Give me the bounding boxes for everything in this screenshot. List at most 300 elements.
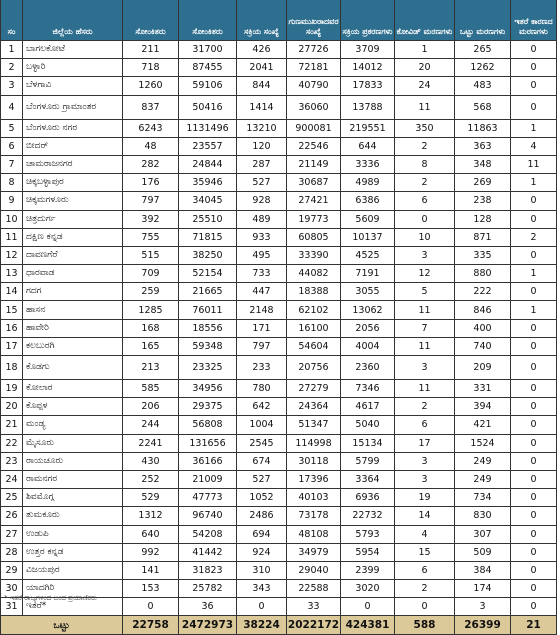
cell-c4: 114998	[287, 434, 341, 452]
cell-c1: 755	[123, 228, 179, 246]
cell-c3: 233	[237, 356, 287, 380]
table-row	[1, 319, 557, 337]
table-row	[1, 119, 557, 137]
table-row	[1, 41, 557, 59]
cell-c2: 71815	[179, 228, 237, 246]
district-name: ಬಳ್ಳಾರಿ	[23, 59, 123, 77]
row-serial: 26	[1, 507, 23, 525]
row-serial: 17	[1, 337, 23, 355]
cell-c3: 674	[237, 452, 287, 470]
district-name: ಶಿವಮೊಗ್ಗ	[23, 489, 123, 507]
header-cell-5: ಗುಣಮುಖರಾದವರ ಸಂಖ್ಯೆ	[287, 0, 341, 41]
district-name: ಚಿತ್ರದುರ್ಗ	[23, 210, 123, 228]
cell-c6: 6	[395, 416, 455, 434]
row-serial: 21	[1, 416, 23, 434]
table-row	[1, 543, 557, 561]
cell-c6: 17	[395, 434, 455, 452]
cell-c7: 3	[455, 598, 511, 616]
cell-c2: 25510	[179, 210, 237, 228]
cell-c4: 21149	[287, 155, 341, 173]
cell-c3: 343	[237, 580, 287, 598]
cell-c8: 0	[511, 41, 557, 59]
cell-c7: 174	[455, 580, 511, 598]
cell-c1: 259	[123, 283, 179, 301]
cell-c6: 2	[395, 137, 455, 155]
table-row	[1, 416, 557, 434]
cell-c1: 1285	[123, 301, 179, 319]
row-serial: 22	[1, 434, 23, 452]
cell-c5: 3020	[341, 580, 395, 598]
district-name: ದಕ್ಷಿಣ ಕನ್ನಡ	[23, 228, 123, 246]
district-name: ಕೋಲಾರ	[23, 380, 123, 398]
district-name: ಬೆಳಗಾವಿ	[23, 77, 123, 95]
cell-c8: 1	[511, 301, 557, 319]
row-serial: 31	[1, 598, 23, 616]
cell-c6: 6	[395, 561, 455, 579]
cell-c7: 209	[455, 356, 511, 380]
table-row	[1, 507, 557, 525]
cell-c4: 22588	[287, 580, 341, 598]
cell-c1: 709	[123, 265, 179, 283]
cell-c7: 871	[455, 228, 511, 246]
cell-c4: 27421	[287, 192, 341, 210]
cell-c2: 21009	[179, 470, 237, 488]
cell-c2: 87455	[179, 59, 237, 77]
cell-c1: 797	[123, 192, 179, 210]
cell-c7: 400	[455, 319, 511, 337]
district-name: ಬೆಂಗಳೂರು ನಗರ	[23, 119, 123, 137]
cell-c4: 22546	[287, 137, 341, 155]
cell-c8: 0	[511, 452, 557, 470]
row-serial: 24	[1, 470, 23, 488]
row-serial: 2	[1, 59, 23, 77]
cell-c1: 176	[123, 174, 179, 192]
row-serial: 10	[1, 210, 23, 228]
cell-c1: 252	[123, 470, 179, 488]
cell-c4: 16100	[287, 319, 341, 337]
cell-c5: 5609	[341, 210, 395, 228]
table-row	[1, 398, 557, 416]
table-body	[1, 41, 557, 616]
cell-c4: 24364	[287, 398, 341, 416]
cell-c1: 206	[123, 398, 179, 416]
row-serial: 27	[1, 525, 23, 543]
district-name: ರಾಮನಗರ	[23, 470, 123, 488]
cell-c6: 7	[395, 319, 455, 337]
cell-c3: 797	[237, 337, 287, 355]
total-covid-deaths: 588	[395, 616, 455, 635]
row-serial: 11	[1, 228, 23, 246]
cell-c5: 2360	[341, 356, 395, 380]
district-name: ಉತ್ತರ ಕನ್ನಡ	[23, 543, 123, 561]
cell-c7: 1524	[455, 434, 511, 452]
cell-c7: 880	[455, 265, 511, 283]
cell-c4: 30118	[287, 452, 341, 470]
cell-c3: 13210	[237, 119, 287, 137]
district-name: ದಾವಣಗೆರೆ	[23, 246, 123, 264]
table-header-row	[1, 0, 557, 41]
cell-c5: 0	[341, 598, 395, 616]
cell-c5: 22732	[341, 507, 395, 525]
cell-c8: 0	[511, 434, 557, 452]
cell-c8: 0	[511, 598, 557, 616]
cell-c1: 430	[123, 452, 179, 470]
cell-c2: 34956	[179, 380, 237, 398]
cell-c5: 5793	[341, 525, 395, 543]
district-name: ಕೊಡಗು	[23, 356, 123, 380]
row-serial: 29	[1, 561, 23, 579]
cell-c6: 15	[395, 543, 455, 561]
row-serial: 30	[1, 580, 23, 598]
cell-c6: 19	[395, 489, 455, 507]
row-serial: 14	[1, 283, 23, 301]
cell-c4: 51347	[287, 416, 341, 434]
cell-c5: 4525	[341, 246, 395, 264]
header-cell-6: ಸಕ್ರಿಯ ಪ್ರಕರಣಗಳು	[341, 0, 395, 41]
district-name: ಮೈಸೂರು	[23, 434, 123, 452]
cell-c7: 269	[455, 174, 511, 192]
total-col3: 38224	[237, 616, 287, 635]
cell-c8: 0	[511, 380, 557, 398]
cell-c5: 3709	[341, 41, 395, 59]
cell-c2: 56808	[179, 416, 237, 434]
header-cell-9: ಇತರೆ ಕಾರಣದ ಮರಣಗಳು	[511, 0, 557, 41]
cell-c1: 0	[123, 598, 179, 616]
header-cell-1: ಜಿಲ್ಲೆಯ ಹೆಸರು	[23, 0, 123, 41]
cell-c7: 740	[455, 337, 511, 355]
cell-c7: 846	[455, 301, 511, 319]
cell-c4: 48108	[287, 525, 341, 543]
table-row	[1, 470, 557, 488]
cell-c8: 1	[511, 119, 557, 137]
cell-c5: 5954	[341, 543, 395, 561]
cell-c1: 718	[123, 59, 179, 77]
cell-c3: 2041	[237, 59, 287, 77]
cell-c2: 35946	[179, 174, 237, 192]
table-row	[1, 210, 557, 228]
cell-c6: 6	[395, 192, 455, 210]
cell-c2: 41442	[179, 543, 237, 561]
total-active: 424381	[341, 616, 395, 635]
cell-c2: 54208	[179, 525, 237, 543]
cell-c2: 31700	[179, 41, 237, 59]
table-row	[1, 489, 557, 507]
cell-c7: 335	[455, 246, 511, 264]
cell-c1: 48	[123, 137, 179, 155]
cell-c1: 165	[123, 337, 179, 355]
row-serial: 23	[1, 452, 23, 470]
cell-c3: 2486	[237, 507, 287, 525]
cell-c3: 2148	[237, 301, 287, 319]
cell-c7: 568	[455, 95, 511, 119]
cell-c7: 509	[455, 543, 511, 561]
cell-c8: 0	[511, 470, 557, 488]
cell-c3: 527	[237, 174, 287, 192]
cell-c2: 59348	[179, 337, 237, 355]
cell-c6: 2	[395, 580, 455, 598]
cell-c2: 47773	[179, 489, 237, 507]
header-cell-7: ಕೋವಿಡ್ ಮರಣಗಳು	[395, 0, 455, 41]
header-cell-4: ಸಕ್ರಿಯ ಸಂಖ್ಯೆ	[237, 0, 287, 41]
cell-c5: 219551	[341, 119, 395, 137]
cell-c8: 0	[511, 507, 557, 525]
cell-c7: 265	[455, 41, 511, 59]
cell-c8: 0	[511, 525, 557, 543]
cell-c5: 5799	[341, 452, 395, 470]
cell-c6: 11	[395, 337, 455, 355]
table-row	[1, 77, 557, 95]
district-name: ಹಾವೇರಿ	[23, 319, 123, 337]
cell-c3: 527	[237, 470, 287, 488]
cell-c2: 24844	[179, 155, 237, 173]
cell-c7: 394	[455, 398, 511, 416]
cell-c6: 3	[395, 452, 455, 470]
cell-c4: 17396	[287, 470, 341, 488]
cell-c8: 0	[511, 283, 557, 301]
cell-c7: 348	[455, 155, 511, 173]
district-name: ವಿಜಯಪುರ	[23, 561, 123, 579]
cell-c8: 0	[511, 416, 557, 434]
cell-c4: 18388	[287, 283, 341, 301]
cell-c5: 4004	[341, 337, 395, 355]
cell-c1: 141	[123, 561, 179, 579]
cell-c3: 733	[237, 265, 287, 283]
table-row	[1, 337, 557, 355]
cell-c4: 33	[287, 598, 341, 616]
cell-c8: 1	[511, 265, 557, 283]
cell-c3: 780	[237, 380, 287, 398]
cell-c8: 2	[511, 228, 557, 246]
cell-c3: 489	[237, 210, 287, 228]
cell-c1: 213	[123, 356, 179, 380]
row-serial: 6	[1, 137, 23, 155]
district-name: ಚಾಮರಾಜನಗರ	[23, 155, 123, 173]
cell-c4: 27726	[287, 41, 341, 59]
cell-c7: 363	[455, 137, 511, 155]
cell-c5: 6936	[341, 489, 395, 507]
cell-c1: 515	[123, 246, 179, 264]
row-serial: 9	[1, 192, 23, 210]
cell-c2: 31823	[179, 561, 237, 579]
district-name: ರಾಯಚೂರು	[23, 452, 123, 470]
cell-c5: 13062	[341, 301, 395, 319]
cell-c6: 20	[395, 59, 455, 77]
cell-c2: 36	[179, 598, 237, 616]
cell-c3: 120	[237, 137, 287, 155]
cell-c4: 44082	[287, 265, 341, 283]
cell-c2: 59106	[179, 77, 237, 95]
table-row	[1, 59, 557, 77]
district-name: ಗದಗ	[23, 283, 123, 301]
cell-c4: 29040	[287, 561, 341, 579]
table-row	[1, 356, 557, 380]
district-name: ಧಾರವಾಡ	[23, 265, 123, 283]
cell-c5: 4617	[341, 398, 395, 416]
row-serial: 16	[1, 319, 23, 337]
table-row	[1, 380, 557, 398]
row-serial: 15	[1, 301, 23, 319]
cell-c4: 72181	[287, 59, 341, 77]
cell-c1: 244	[123, 416, 179, 434]
cell-c8: 0	[511, 246, 557, 264]
cell-c3: 426	[237, 41, 287, 59]
cell-c8: 0	[511, 337, 557, 355]
cell-c3: 1004	[237, 416, 287, 434]
cell-c5: 3055	[341, 283, 395, 301]
row-serial: 8	[1, 174, 23, 192]
cell-c5: 7191	[341, 265, 395, 283]
cell-c5: 4989	[341, 174, 395, 192]
cell-c6: 10	[395, 228, 455, 246]
cell-c1: 2241	[123, 434, 179, 452]
cell-c1: 585	[123, 380, 179, 398]
district-name: ಉಡುಪಿ	[23, 525, 123, 543]
cell-c8: 0	[511, 543, 557, 561]
row-serial: 3	[1, 77, 23, 95]
cell-c5: 6386	[341, 192, 395, 210]
cell-c3: 2545	[237, 434, 287, 452]
cell-c6: 5	[395, 283, 455, 301]
cell-c8: 4	[511, 137, 557, 155]
footnote: * ಇತರೆ ರಾಜ್ಯಗಳಿಂದ ಬಂದ ಪ್ರಯಾಣಿಕರು	[4, 594, 97, 602]
cell-c7: 222	[455, 283, 511, 301]
cell-c2: 76011	[179, 301, 237, 319]
cell-c8: 0	[511, 398, 557, 416]
cell-c2: 23557	[179, 137, 237, 155]
cell-c8: 11	[511, 155, 557, 173]
cell-c4: 34979	[287, 543, 341, 561]
cell-c3: 447	[237, 283, 287, 301]
cell-c2: 1131496	[179, 119, 237, 137]
cell-c1: 529	[123, 489, 179, 507]
cell-c4: 73178	[287, 507, 341, 525]
cell-c3: 171	[237, 319, 287, 337]
district-name: ಬೆಂಗಳೂರು ಗ್ರಾಮಾಂತರ	[23, 95, 123, 119]
header-cell-3: ಸೋಂಕಿತರು	[179, 0, 237, 41]
total-recovered: 2022172	[287, 616, 341, 635]
cell-c4: 27279	[287, 380, 341, 398]
row-serial: 28	[1, 543, 23, 561]
cell-c2: 18556	[179, 319, 237, 337]
table-row	[1, 95, 557, 119]
district-name: ಇತರೆ*	[23, 598, 123, 616]
cell-c2: 50416	[179, 95, 237, 119]
cell-c3: 1414	[237, 95, 287, 119]
cell-c8: 0	[511, 210, 557, 228]
cell-c3: 694	[237, 525, 287, 543]
cell-c1: 837	[123, 95, 179, 119]
cell-c1: 1312	[123, 507, 179, 525]
row-serial: 4	[1, 95, 23, 119]
cell-c6: 4	[395, 525, 455, 543]
cell-c7: 11863	[455, 119, 511, 137]
cell-c6: 1	[395, 41, 455, 59]
table-row	[1, 137, 557, 155]
cell-c6: 12	[395, 265, 455, 283]
row-serial: 13	[1, 265, 23, 283]
row-serial: 5	[1, 119, 23, 137]
cell-c1: 168	[123, 319, 179, 337]
district-name: ಕಲಬುರಗಿ	[23, 337, 123, 355]
cell-c1: 211	[123, 41, 179, 59]
cell-c6: 8	[395, 155, 455, 173]
table-row	[1, 434, 557, 452]
district-name: ಕೊಪ್ಪಳ	[23, 398, 123, 416]
cell-c1: 6243	[123, 119, 179, 137]
row-serial: 20	[1, 398, 23, 416]
table-row	[1, 192, 557, 210]
cell-c8: 0	[511, 95, 557, 119]
table-row	[1, 301, 557, 319]
cell-c6: 3	[395, 246, 455, 264]
cell-c5: 7346	[341, 380, 395, 398]
cell-c3: 642	[237, 398, 287, 416]
table-row	[1, 283, 557, 301]
district-name: ತುಮಕೂರು	[23, 507, 123, 525]
cell-c1: 153	[123, 580, 179, 598]
cell-c8: 0	[511, 59, 557, 77]
cell-c4: 62102	[287, 301, 341, 319]
cell-c7: 249	[455, 470, 511, 488]
cell-c4: 54604	[287, 337, 341, 355]
total-cumulative-cases: 2472973	[179, 616, 237, 635]
table-row	[1, 228, 557, 246]
district-name: ಚಿಕ್ಕಬಳ್ಳಾಪುರ	[23, 174, 123, 192]
cell-c4: 33390	[287, 246, 341, 264]
cell-c2: 25782	[179, 580, 237, 598]
table-row	[1, 525, 557, 543]
cell-c5: 3336	[341, 155, 395, 173]
cell-c7: 830	[455, 507, 511, 525]
cell-c6: 350	[395, 119, 455, 137]
cell-c5: 13788	[341, 95, 395, 119]
total-label: ಒಟ್ಟು	[1, 616, 123, 635]
cell-c2: 34045	[179, 192, 237, 210]
district-name: ಯಾದಗಿರಿ	[23, 580, 123, 598]
cell-c5: 2056	[341, 319, 395, 337]
cell-c5: 10137	[341, 228, 395, 246]
cell-c7: 331	[455, 380, 511, 398]
cell-c4: 60805	[287, 228, 341, 246]
cell-c2: 36166	[179, 452, 237, 470]
cell-c7: 307	[455, 525, 511, 543]
cell-c3: 844	[237, 77, 287, 95]
cell-c6: 2	[395, 174, 455, 192]
header-cell-8: ಒಟ್ಟು ಮರಣಗಳು	[455, 0, 511, 41]
district-name: ಬೀದರ್	[23, 137, 123, 155]
cell-c8: 0	[511, 580, 557, 598]
district-name: ಬಾಗಲಕೋಟೆ	[23, 41, 123, 59]
cell-c1: 640	[123, 525, 179, 543]
cell-c6: 0	[395, 598, 455, 616]
cell-c7: 128	[455, 210, 511, 228]
total-row	[1, 616, 557, 635]
cell-c1: 282	[123, 155, 179, 173]
cell-c3: 933	[237, 228, 287, 246]
cell-c5: 17833	[341, 77, 395, 95]
cell-c8: 0	[511, 77, 557, 95]
cell-c6: 24	[395, 77, 455, 95]
cell-c6: 3	[395, 356, 455, 380]
cell-c2: 29375	[179, 398, 237, 416]
cell-c3: 924	[237, 543, 287, 561]
cell-c8: 0	[511, 356, 557, 380]
row-serial: 7	[1, 155, 23, 173]
cell-c5: 3364	[341, 470, 395, 488]
cell-c1: 992	[123, 543, 179, 561]
cell-c7: 483	[455, 77, 511, 95]
row-serial: 1	[1, 41, 23, 59]
